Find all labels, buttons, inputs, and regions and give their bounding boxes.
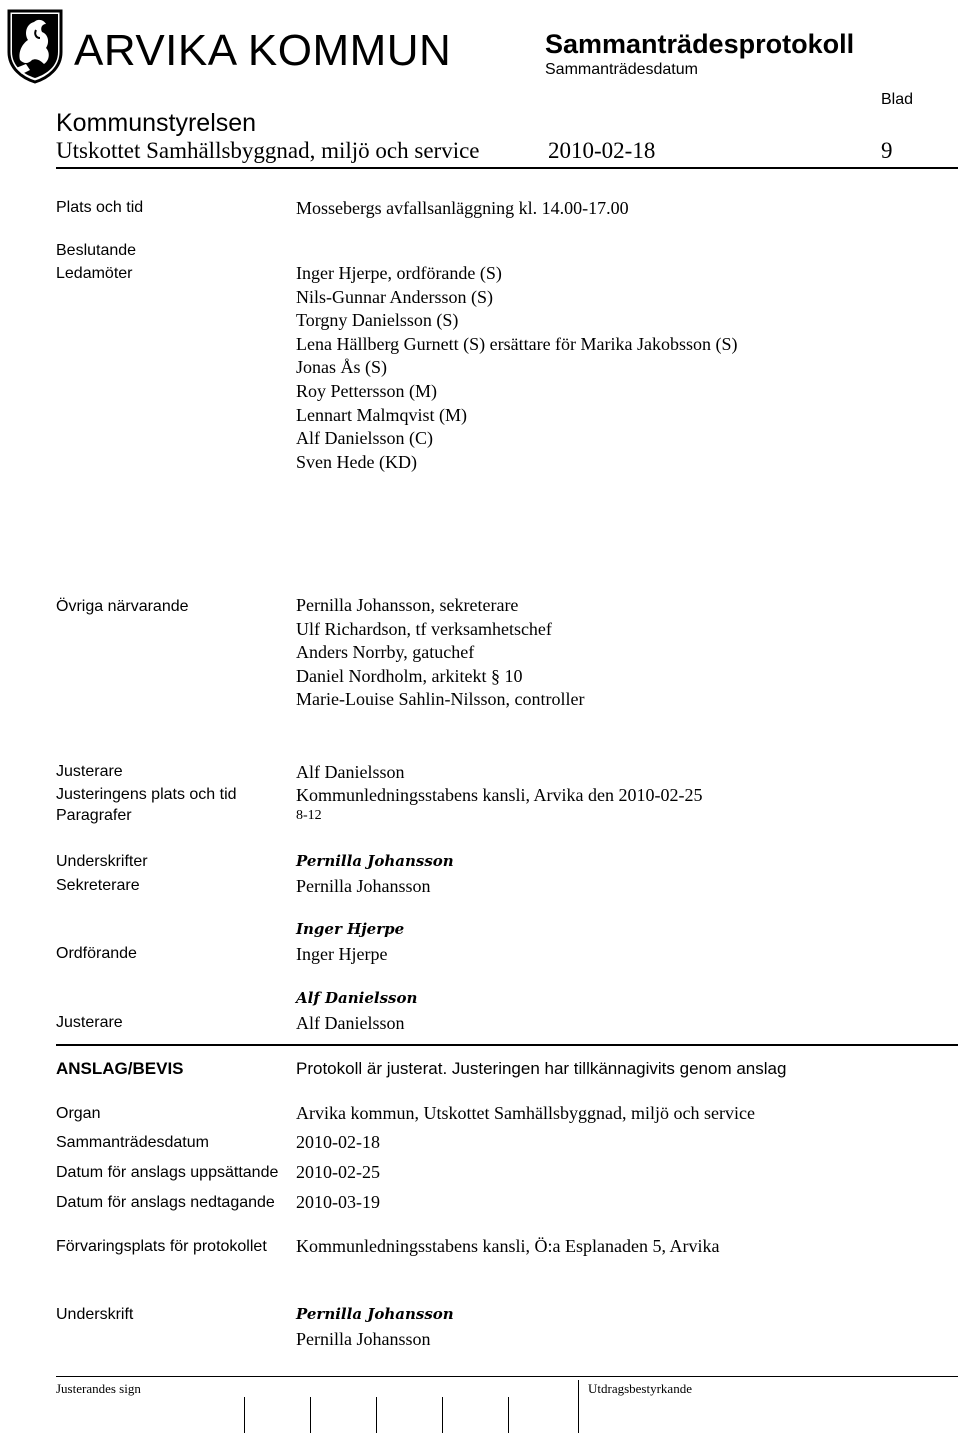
footer-left-label: Justerandes sign <box>56 1381 141 1396</box>
organ-value: Arvika kommun, Utskottet Samhällsbyggnad, miljö och service <box>296 1103 755 1123</box>
signature-adjuster-name: Alf Danielsson <box>296 1013 405 1033</box>
committee-name: Utskottet Samhällsbyggnad, miljö och service <box>56 138 480 163</box>
meeting-date-value: 2010-02-18 <box>296 1132 380 1152</box>
header-divider <box>56 167 958 169</box>
organ-label: Organ <box>56 1105 101 1122</box>
initials-box-divider <box>442 1397 443 1433</box>
member-item: Lennart Malmqvist (M) <box>296 404 467 425</box>
member-item: Torgny Danielsson (S) <box>296 310 459 331</box>
org-logo-text: ARVIKA KOMMUN <box>74 26 452 75</box>
notice-statement: Protokoll är justerat. Justeringen har tillkännagivits genom anslag <box>296 1059 787 1078</box>
chair-name: Inger Hjerpe <box>296 944 388 964</box>
footer-divider <box>56 1376 958 1377</box>
adjustment-place-label: Justeringens plats och tid <box>56 786 237 803</box>
storage-value: Kommunledningsstabens kansli, Ö:a Esplanaden 5, Arvika <box>296 1236 720 1256</box>
attendee-item: Marie-Louise Sahlin-Nilsson, controller <box>296 689 585 710</box>
member-item: Inger Hjerpe, ordförande (S) <box>296 263 502 283</box>
chair-label: Ordförande <box>56 945 137 962</box>
place-value: Mossebergs avfallsanläggning kl. 14.00-17.00 <box>296 198 629 218</box>
header-date: 2010-02-18 <box>548 138 656 163</box>
posted-date-label: Datum för anslags uppsättande <box>56 1164 279 1181</box>
body-name: Kommunstyrelsen <box>56 109 257 137</box>
page-number: 9 <box>881 138 893 163</box>
adjuster-label: Justerare <box>56 763 123 780</box>
document-title: Sammanträdesprotokoll <box>545 29 855 59</box>
others-list <box>296 594 584 712</box>
initials-box-divider <box>310 1397 311 1433</box>
attendee-item: Pernilla Johansson, sekreterare <box>296 595 519 615</box>
meeting-date-label: Sammanträdesdatum <box>56 1134 209 1151</box>
secretary-label: Sekreterare <box>56 877 140 894</box>
members-label: Ledamöter <box>56 265 133 282</box>
deciding-label: Beslutande <box>56 242 137 259</box>
notice-divider <box>56 1044 958 1046</box>
paragraphs-value: 8-12 <box>296 808 322 823</box>
adjuster-value: Alf Danielsson <box>296 762 405 782</box>
adjustment-place-value: Kommunledningsstabens kansli, Arvika den 2010-02-25 <box>296 785 703 805</box>
removed-date-label: Datum för anslags nedtagande <box>56 1194 275 1211</box>
initials-box-divider <box>244 1397 245 1433</box>
notice-title: ANSLAG/BEVIS <box>56 1059 184 1078</box>
final-signature-name: Pernilla Johansson <box>296 1329 431 1349</box>
member-item: Roy Pettersson (M) <box>296 380 437 401</box>
paragraphs-label: Paragrafer <box>56 807 132 824</box>
final-signature: Pernilla Johansson <box>296 1305 454 1323</box>
initials-box-divider <box>376 1397 377 1433</box>
attendee-item: Daniel Nordholm, arkitekt § 10 <box>296 665 523 686</box>
member-item: Lena Hällberg Gurnett (S) ersättare för Marika Jakobsson (S) <box>296 333 738 354</box>
member-item: Nils-Gunnar Andersson (S) <box>296 286 493 307</box>
initials-box-divider <box>508 1397 509 1433</box>
final-signature-label: Underskrift <box>56 1306 134 1323</box>
signature-adjuster-label: Justerare <box>56 1014 123 1031</box>
place-label: Plats och tid <box>56 199 144 216</box>
secretary-name: Pernilla Johansson <box>296 876 431 896</box>
storage-label: Förvaringsplats för protokollet <box>56 1238 267 1255</box>
attendee-item: Ulf Richardson, tf verksamhetschef <box>296 618 552 639</box>
footer-right-label: Utdragsbestyrkande <box>588 1381 692 1396</box>
removed-date-value: 2010-03-19 <box>296 1192 380 1212</box>
signatures-label: Underskrifter <box>56 853 148 870</box>
coat-of-arms-logo <box>6 8 64 84</box>
others-label: Övriga närvarande <box>56 598 189 615</box>
header-date-label: Sammanträdesdatum <box>545 61 698 78</box>
header-page-label: Blad <box>881 91 914 108</box>
posted-date-value: 2010-02-25 <box>296 1162 380 1182</box>
member-item: Jonas Ås (S) <box>296 357 388 378</box>
initials-box-divider <box>578 1380 579 1433</box>
member-item: Sven Hede (KD) <box>296 451 417 472</box>
secretary-signature: Pernilla Johansson <box>296 852 454 870</box>
members-list <box>296 262 738 474</box>
member-item: Alf Danielsson (C) <box>296 428 433 449</box>
chair-signature: Inger Hjerpe <box>296 920 405 938</box>
adjuster-signature: Alf Danielsson <box>296 989 418 1007</box>
attendee-item: Anders Norrby, gatuchef <box>296 642 475 663</box>
